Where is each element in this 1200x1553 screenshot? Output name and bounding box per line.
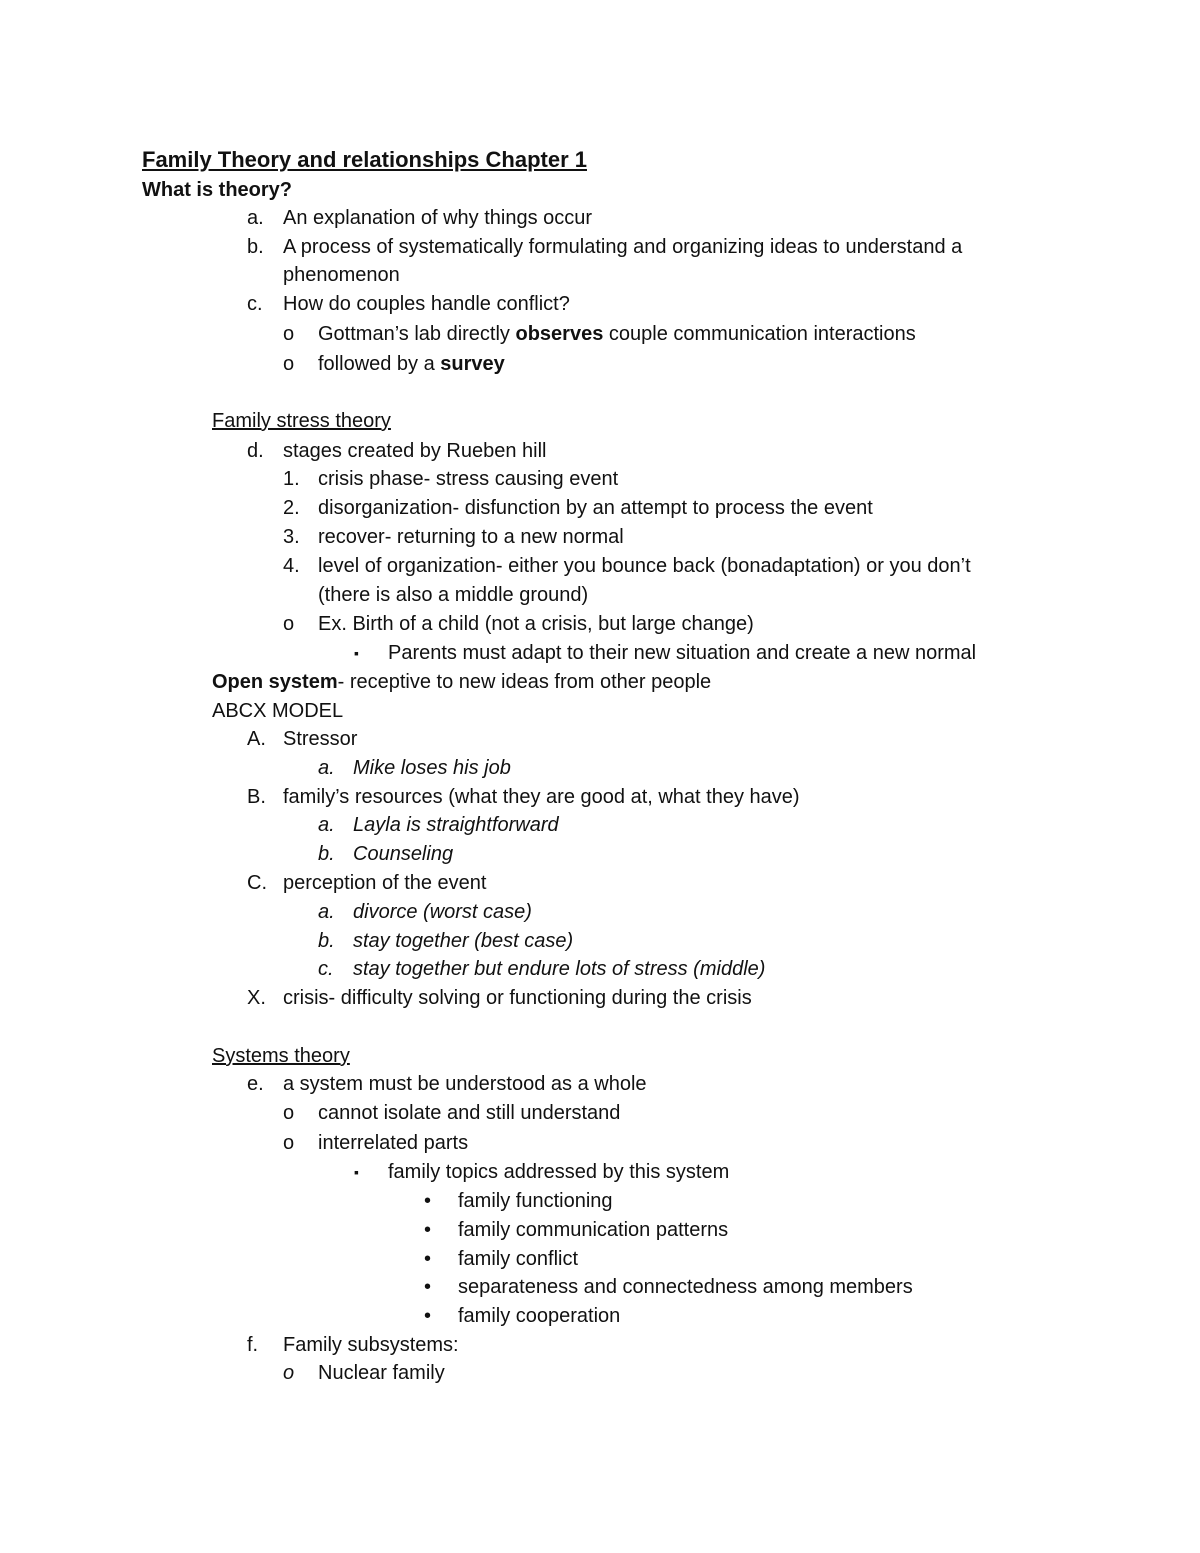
list-item: Family subsystems: — [283, 1334, 459, 1356]
section-heading-abcx: ABCX MODEL — [212, 700, 344, 722]
list-item: Parents must adapt to their new situation and create a new normal — [388, 642, 977, 664]
list-marker: c. — [247, 293, 263, 315]
list-marker: o — [283, 1362, 295, 1384]
list-item: disorganization- disfunction by an attempt to process the event — [318, 497, 873, 519]
list-item: Counseling — [353, 843, 454, 865]
list-marker: A. — [247, 728, 266, 750]
list-item: a system must be understood as a whole — [283, 1073, 647, 1095]
list-item: Layla is straightforward — [353, 814, 559, 836]
list-item: family communication patterns — [458, 1219, 729, 1241]
bullet-icon: • — [424, 1276, 432, 1298]
list-item: Ex. Birth of a child (not a crisis, but large change) — [318, 613, 754, 635]
list-item: interrelated parts — [318, 1132, 469, 1154]
list-marker: f. — [247, 1334, 259, 1356]
list-marker: b. — [318, 930, 335, 952]
list-item: stay together (best case) — [353, 930, 574, 952]
section-heading-family-stress: Family stress theory — [212, 410, 391, 432]
bullet-icon: • — [424, 1248, 432, 1270]
list-item: cannot isolate and still understand — [318, 1102, 621, 1124]
list-item: Stressor — [283, 728, 358, 750]
list-item-continuation: phenomenon — [283, 264, 400, 286]
section-heading-what-is-theory: What is theory? — [142, 179, 293, 201]
list-item: family’s resources (what they are good at, what they have) — [283, 786, 800, 808]
list-marker: 2. — [283, 497, 300, 519]
list-item: crisis- difficulty solving or functioning during the crisis — [283, 987, 752, 1009]
open-system-definition: Open system- receptive to new ideas from other people — [212, 671, 712, 693]
list-item: Mike loses his job — [353, 757, 511, 779]
list-item: How do couples handle conflict? — [283, 293, 570, 315]
list-item: followed by a survey — [318, 353, 505, 375]
list-item: divorce (worst case) — [353, 901, 532, 923]
list-item: perception of the event — [283, 872, 487, 894]
list-item: family cooperation — [458, 1305, 621, 1327]
list-item: Nuclear family — [318, 1362, 445, 1384]
bullet-icon: • — [424, 1190, 432, 1212]
list-item: stay together but endure lots of stress (middle) — [353, 958, 766, 980]
list-marker: a. — [247, 207, 264, 229]
list-item-continuation: (there is also a middle ground) — [318, 584, 589, 606]
list-item: family conflict — [458, 1248, 579, 1270]
list-item: Gottman’s lab directly observes couple communication interactions — [318, 323, 916, 345]
list-marker: 1. — [283, 468, 300, 490]
list-item: recover- returning to a new normal — [318, 526, 624, 548]
list-marker: a. — [318, 757, 335, 779]
list-marker: o — [283, 1132, 295, 1154]
list-marker: d. — [247, 440, 264, 462]
list-marker: c. — [318, 958, 334, 980]
list-marker: o — [283, 1102, 295, 1124]
list-marker: ▪ — [354, 645, 359, 661]
list-marker: o — [283, 323, 295, 345]
list-item: stages created by Rueben hill — [283, 440, 547, 462]
page-title: Family Theory and relationships Chapter 1 — [142, 147, 587, 172]
list-item: family functioning — [458, 1190, 613, 1212]
list-item: crisis phase- stress causing event — [318, 468, 619, 490]
list-marker: o — [283, 613, 295, 635]
list-marker: b. — [318, 843, 335, 865]
list-marker: X. — [247, 987, 266, 1009]
list-marker: B. — [247, 786, 266, 808]
bullet-icon: • — [424, 1219, 432, 1241]
list-marker: ▪ — [354, 1164, 359, 1180]
list-item: separateness and connectedness among members — [458, 1276, 913, 1298]
list-marker: a. — [318, 901, 335, 923]
list-marker: 3. — [283, 526, 300, 548]
list-item: An explanation of why things occur — [283, 207, 593, 229]
list-marker: o — [283, 353, 295, 375]
list-marker: e. — [247, 1073, 264, 1095]
list-marker: b. — [247, 236, 264, 258]
list-marker: C. — [247, 872, 267, 894]
list-marker: 4. — [283, 555, 300, 577]
section-heading-systems-theory: Systems theory — [212, 1045, 350, 1067]
list-item: A process of systematically formulating and organizing ideas to understand a — [283, 236, 963, 258]
list-item: level of organization- either you bounce back (bonadaptation) or you don’t — [318, 555, 971, 577]
list-item: family topics addressed by this system — [388, 1161, 730, 1183]
list-marker: a. — [318, 814, 335, 836]
bullet-icon: • — [424, 1305, 432, 1327]
